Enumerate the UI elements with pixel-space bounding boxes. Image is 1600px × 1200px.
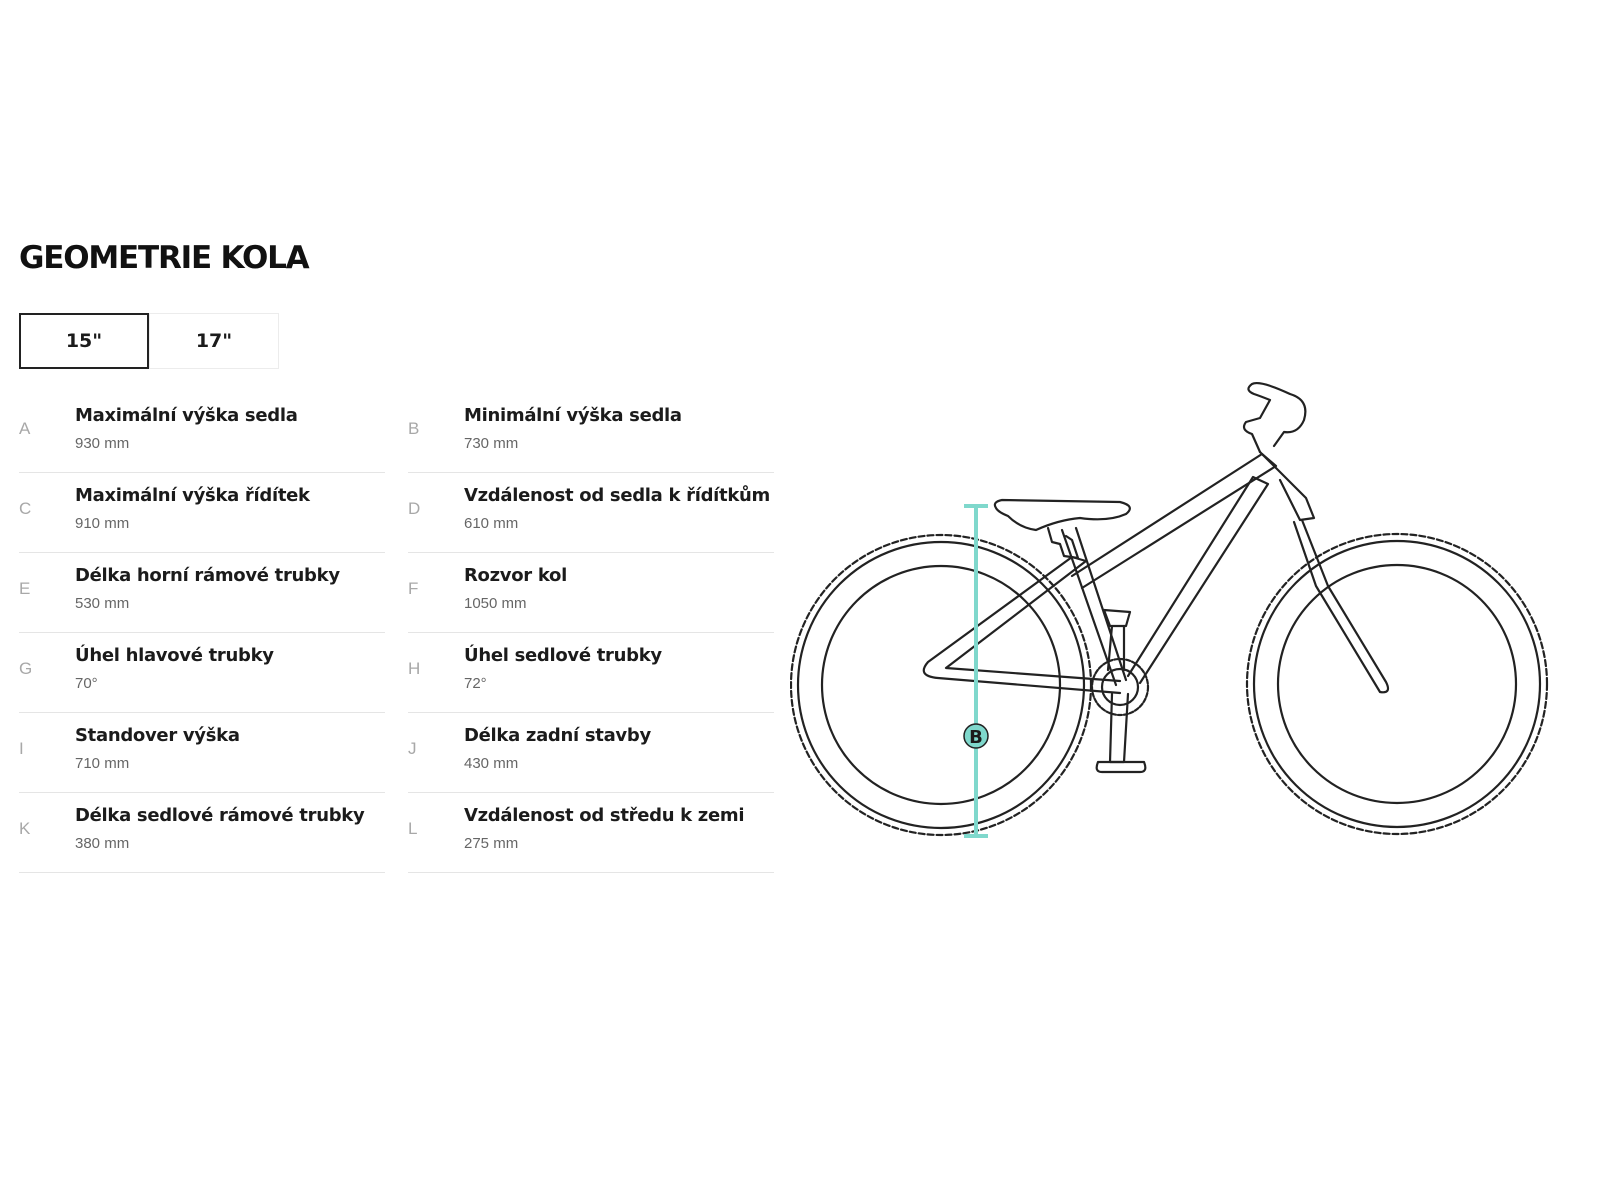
geometry-name: Standover výška bbox=[75, 725, 240, 746]
geometry-row-h[interactable] bbox=[408, 633, 774, 713]
geometry-value: 70° bbox=[75, 675, 98, 692]
bike-saddle bbox=[995, 500, 1130, 530]
bike-chainring-inner bbox=[1102, 669, 1138, 705]
geometry-name: Délka zadní stavby bbox=[464, 725, 651, 746]
geometry-letter: G bbox=[19, 659, 33, 678]
geometry-name: Vzdálenost od sedla k řídítkům bbox=[464, 485, 770, 506]
geometry-letter: D bbox=[408, 499, 421, 518]
geometry-row-l[interactable] bbox=[408, 793, 774, 873]
geometry-row-i[interactable] bbox=[19, 713, 385, 793]
geometry-letter: I bbox=[19, 739, 24, 758]
rear-tire-inner bbox=[798, 542, 1084, 828]
geometry-letter: B bbox=[408, 419, 420, 438]
geometry-value: 530 mm bbox=[75, 595, 130, 612]
size-tab-17[interactable]: 17" bbox=[149, 313, 279, 369]
geometry-name: Minimální výška sedla bbox=[464, 405, 682, 426]
geometry-value: 275 mm bbox=[464, 835, 519, 852]
geometry-letter: A bbox=[19, 419, 31, 438]
bike-chainring bbox=[1092, 659, 1148, 715]
bike-pedal bbox=[1097, 762, 1146, 772]
front-rim bbox=[1278, 565, 1516, 803]
geometry-letter: C bbox=[19, 499, 32, 518]
front-tire-outline bbox=[1247, 534, 1547, 834]
geometry-row-f[interactable] bbox=[408, 553, 774, 633]
geometry-letter: F bbox=[408, 579, 419, 598]
geometry-value: 380 mm bbox=[75, 835, 130, 852]
geometry-value: 1050 mm bbox=[464, 595, 527, 612]
geometry-letter: L bbox=[408, 819, 418, 838]
geometry-name: Rozvor kol bbox=[464, 565, 567, 586]
geometry-value: 910 mm bbox=[75, 515, 130, 532]
geometry-column-left bbox=[19, 393, 385, 873]
geometry-letter: E bbox=[19, 579, 31, 598]
geometry-value: 72° bbox=[464, 675, 487, 692]
geometry-row-k[interactable] bbox=[19, 793, 385, 873]
bike-geometry-illustration bbox=[790, 380, 1580, 870]
geometry-letter: K bbox=[19, 819, 31, 838]
geometry-name: Délka horní rámové trubky bbox=[75, 565, 340, 586]
rear-tire-outline bbox=[791, 535, 1091, 835]
bike-kickstand bbox=[1104, 610, 1130, 670]
bike-stem bbox=[1244, 383, 1305, 452]
geometry-row-c[interactable] bbox=[19, 473, 385, 553]
geometry-row-b[interactable] bbox=[408, 393, 774, 473]
geometry-letter: J bbox=[408, 739, 417, 758]
geometry-value: 610 mm bbox=[464, 515, 519, 532]
bike-down-tube bbox=[1128, 477, 1268, 683]
geometry-column-right bbox=[408, 393, 774, 873]
bike-head-tube bbox=[1260, 452, 1314, 520]
geometry-name: Délka sedlové rámové trubky bbox=[75, 805, 365, 826]
geometry-row-j[interactable] bbox=[408, 713, 774, 793]
measurement-badge-label: B bbox=[969, 727, 983, 748]
geometry-name: Maximální výška řídítek bbox=[75, 485, 310, 506]
front-tire-inner bbox=[1254, 541, 1540, 827]
geometry-name: Maximální výška sedla bbox=[75, 405, 298, 426]
geometry-name: Vzdálenost od středu k zemi bbox=[464, 805, 745, 826]
geometry-row-e[interactable] bbox=[19, 553, 385, 633]
geometry-value: 430 mm bbox=[464, 755, 519, 772]
geometry-value: 710 mm bbox=[75, 755, 130, 772]
geometry-letter: H bbox=[408, 659, 421, 678]
geometry-row-g[interactable] bbox=[19, 633, 385, 713]
geometry-value: 730 mm bbox=[464, 435, 519, 452]
geometry-name: Úhel hlavové trubky bbox=[75, 645, 274, 666]
geometry-value: 930 mm bbox=[75, 435, 130, 452]
geometry-row-d[interactable] bbox=[408, 473, 774, 553]
bike-seat-tube bbox=[1062, 528, 1126, 685]
geometry-row-a[interactable] bbox=[19, 393, 385, 473]
geometry-name: Úhel sedlové trubky bbox=[464, 645, 662, 666]
page-title: GEOMETRIE KOLA bbox=[19, 240, 309, 276]
size-tab-15[interactable]: 15" bbox=[19, 313, 149, 369]
size-tabs bbox=[19, 313, 279, 369]
